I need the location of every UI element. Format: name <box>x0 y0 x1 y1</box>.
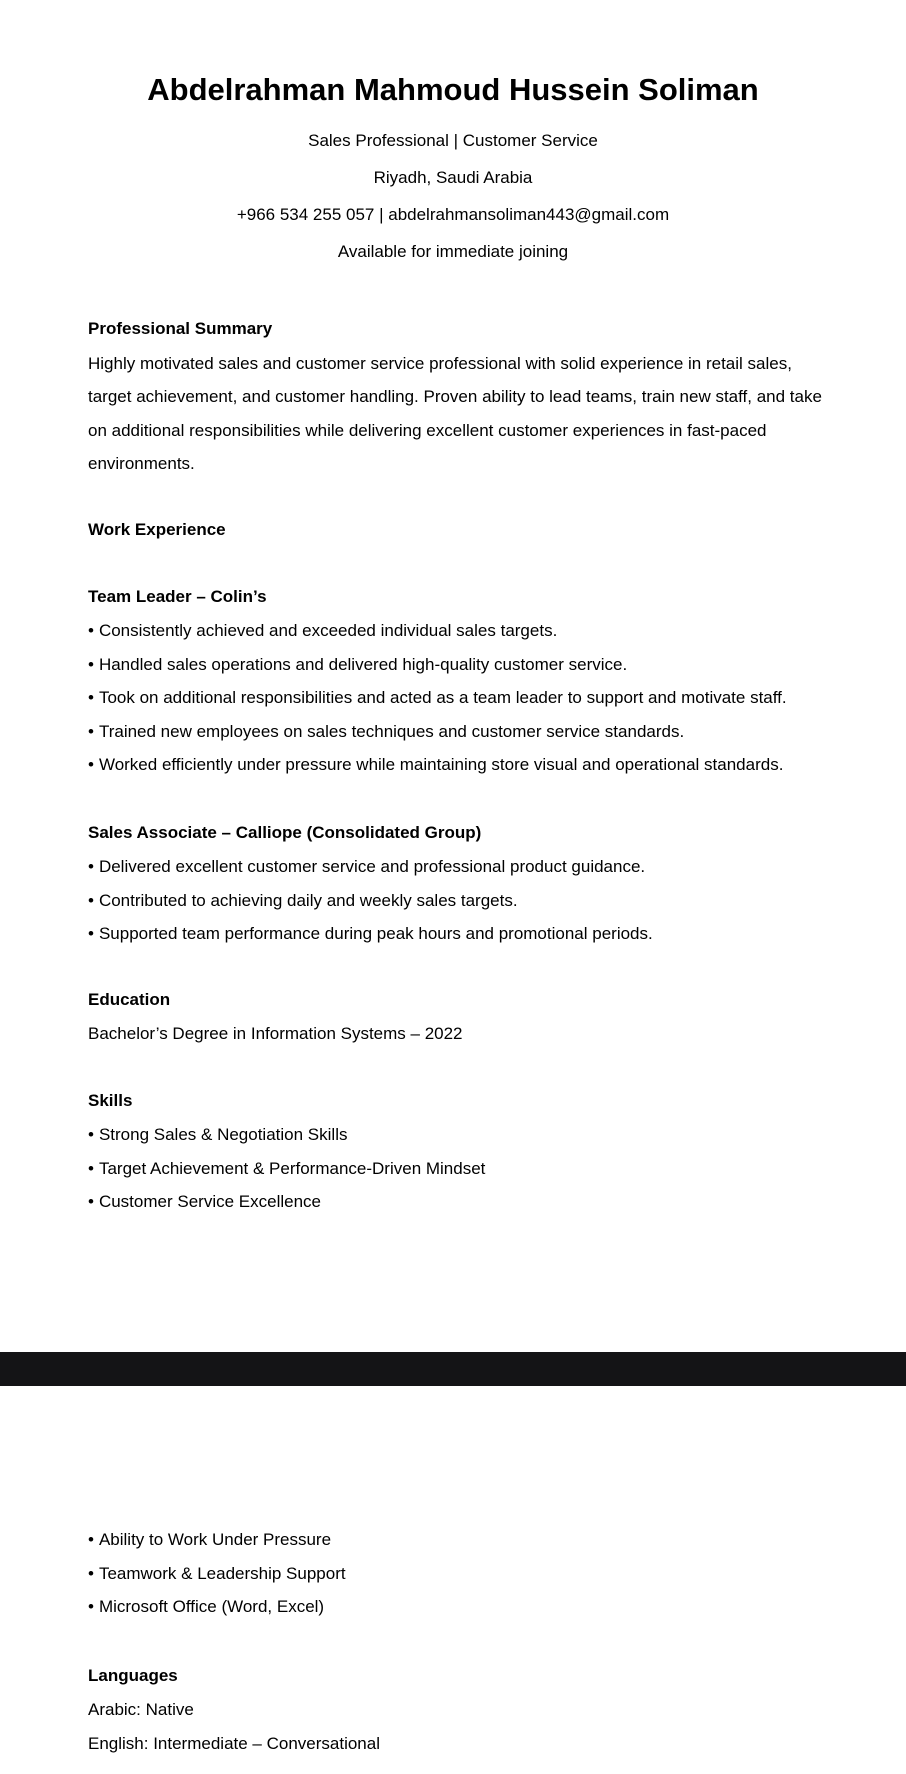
section-heading: Languages <box>88 1666 178 1685</box>
list-item: • Microsoft Office (Word, Excel) <box>88 1590 828 1624</box>
languages-section <box>88 1665 828 1687</box>
professional-summary-section <box>88 318 828 340</box>
list-item: • Trained new employees on sales techniques and customer service standards. <box>88 715 828 749</box>
candidate-name: Abdelrahman Mahmoud Hussein Soliman <box>147 72 759 107</box>
work-experience-section <box>88 519 828 541</box>
location: Riyadh, Saudi Arabia <box>373 168 533 187</box>
list-item: • Worked efficiently under pressure while maintaining store visual and operational standards. <box>88 748 828 782</box>
list-item: • Ability to Work Under Pressure <box>88 1523 828 1557</box>
list-item: • Customer Service Excellence <box>88 1185 828 1219</box>
job-entry <box>88 822 828 844</box>
list-item: • Delivered excellent customer service and professional product guidance. <box>88 850 828 884</box>
section-heading: Work Experience <box>88 520 226 539</box>
list-item: • Teamwork & Leadership Support <box>88 1557 828 1591</box>
section-heading: Professional Summary <box>88 319 273 338</box>
job-bullets <box>88 614 828 782</box>
skills-list <box>88 1118 828 1219</box>
list-item: • Supported team performance during peak hours and promotional periods. <box>88 917 828 951</box>
list-item: • Contributed to achieving daily and weekly sales targets. <box>88 884 828 918</box>
list-item: • Target Achievement & Performance-Driven Mindset <box>88 1152 828 1186</box>
summary-body <box>88 347 828 480</box>
language-item: Arabic: Native <box>88 1700 194 1719</box>
job-title-heading: Team Leader – Colin’s <box>88 587 267 606</box>
job-title-heading: Sales Associate – Calliope (Consolidated Group) <box>88 823 482 842</box>
list-item: • Strong Sales & Negotiation Skills <box>88 1118 828 1152</box>
section-heading: Skills <box>88 1091 133 1110</box>
list-item: • Consistently achieved and exceeded individual sales targets. <box>88 614 828 648</box>
resume-page-2 <box>0 1386 906 1774</box>
section-heading: Education <box>88 990 171 1009</box>
job-title: Sales Professional | Customer Service <box>308 131 598 150</box>
job-entry <box>88 586 828 608</box>
education-body <box>88 1017 828 1051</box>
languages-list <box>88 1693 828 1760</box>
list-item: • Handled sales operations and delivered high-quality customer service. <box>88 648 828 682</box>
contact-info: +966 534 255 057 | abdelrahmansoliman443@gmail.com <box>236 205 670 224</box>
education-section <box>88 989 828 1011</box>
skills-section <box>88 1090 828 1112</box>
job-bullets <box>88 850 828 951</box>
availability: Available for immediate joining <box>337 242 569 261</box>
list-item: • Took on additional responsibilities and acted as a team leader to support and motivate staff. <box>88 681 828 715</box>
skills-list-continued <box>88 1523 828 1624</box>
summary-text: Highly motivated sales and customer service professional with solid experience in retail sales, target achievement, and customer handling. Proven ability to lead teams, train new staff, and take on additional responsibilities while delivering excellent customer experiences in fast-paced environments. <box>88 354 822 473</box>
degree: Bachelor’s Degree in Information Systems – 2022 <box>88 1024 463 1043</box>
page-break-bar <box>0 1352 906 1386</box>
language-item: English: Intermediate – Conversational <box>88 1733 380 1753</box>
